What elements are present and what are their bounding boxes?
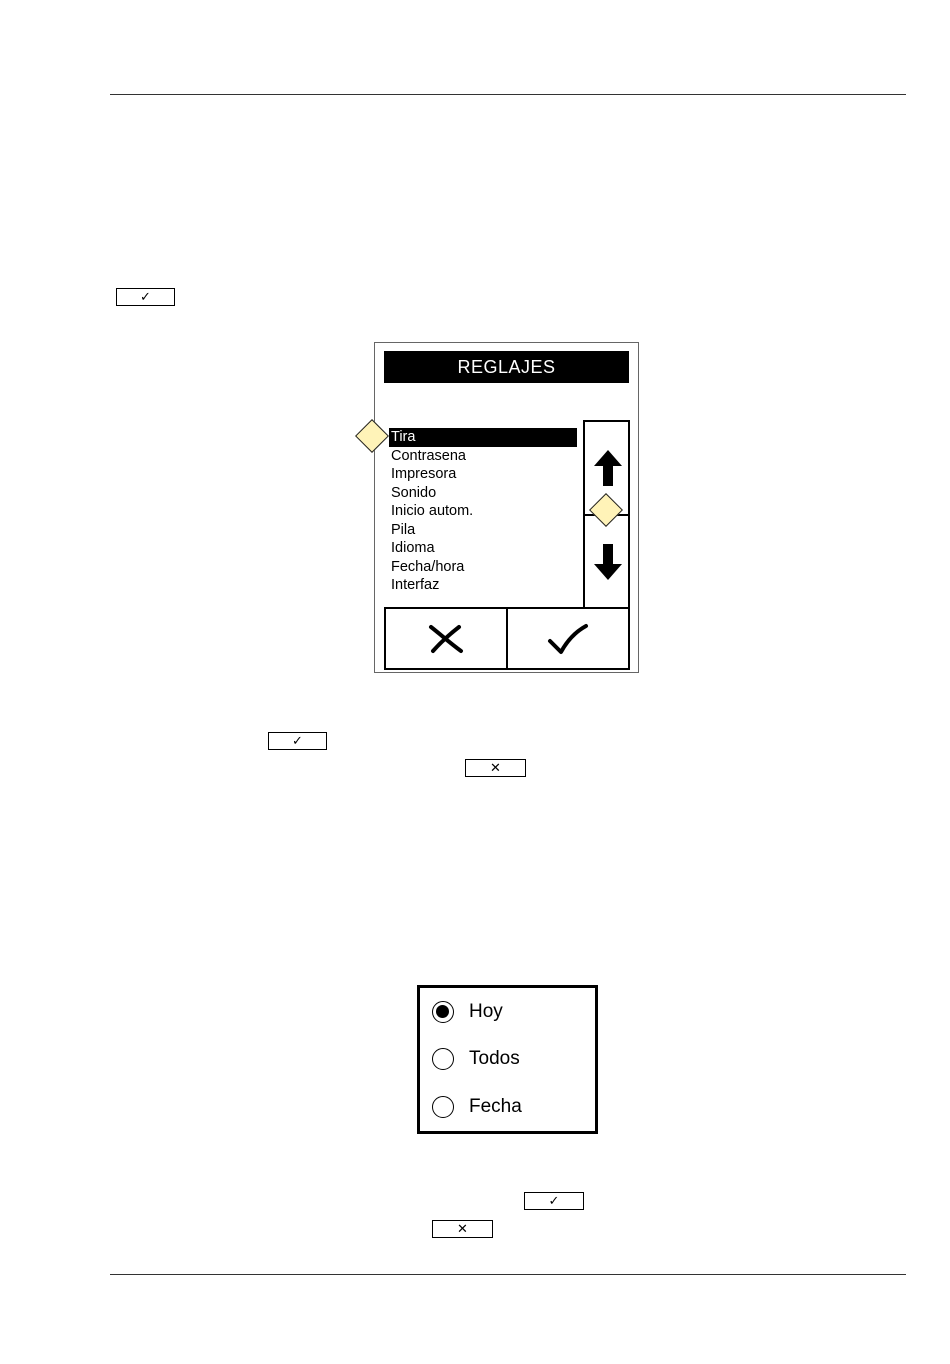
radio-label: Todos bbox=[469, 1048, 520, 1069]
menu-item-idioma[interactable]: Idioma bbox=[391, 540, 435, 556]
screen-title: REGLAJES bbox=[384, 351, 629, 383]
radio-option-todos[interactable] bbox=[432, 1045, 520, 1073]
softkey-bar bbox=[384, 607, 630, 670]
radio-option-hoy[interactable] bbox=[432, 998, 503, 1026]
menu-item-contrasena[interactable]: Contrasena bbox=[391, 447, 466, 464]
header-rule bbox=[110, 94, 906, 95]
menu-item-impresora[interactable]: Impresora bbox=[391, 466, 457, 482]
footer-rule bbox=[110, 1274, 906, 1275]
radio-checked-icon[interactable] bbox=[432, 1001, 454, 1023]
settings-menu-list bbox=[389, 428, 577, 595]
radio-label: Hoy bbox=[469, 1001, 503, 1022]
cross-icon bbox=[428, 624, 464, 654]
menu-item-tira[interactable]: Tira bbox=[389, 428, 577, 447]
menu-item-inicio-autom[interactable]: Inicio autom. bbox=[391, 503, 474, 519]
confirm-button[interactable] bbox=[506, 609, 628, 668]
arrow-up-icon[interactable] bbox=[593, 448, 623, 488]
cancel-button[interactable] bbox=[386, 609, 506, 668]
inline-confirm-key: ✓ bbox=[268, 732, 327, 750]
check-icon bbox=[547, 623, 589, 655]
inline-confirm-key: ✓ bbox=[524, 1192, 584, 1210]
radio-unchecked-icon[interactable] bbox=[432, 1048, 454, 1070]
menu-item-sonido[interactable]: Sonido bbox=[391, 484, 437, 501]
radio-unchecked-icon[interactable] bbox=[432, 1096, 454, 1118]
inline-confirm-key: ✓ bbox=[116, 288, 175, 306]
inline-cancel-key: ✕ bbox=[432, 1220, 493, 1238]
menu-item-fecha-hora[interactable]: Fecha/hora bbox=[391, 558, 465, 575]
radio-label: Fecha bbox=[469, 1096, 522, 1117]
radio-option-fecha[interactable] bbox=[432, 1093, 522, 1121]
menu-item-interfaz[interactable]: Interfaz bbox=[391, 577, 440, 593]
inline-cancel-key: ✕ bbox=[465, 759, 526, 777]
arrow-down-icon[interactable] bbox=[593, 542, 623, 582]
menu-item-pila[interactable]: Pila bbox=[391, 521, 416, 538]
strip-filter-radio-group bbox=[417, 985, 598, 1134]
